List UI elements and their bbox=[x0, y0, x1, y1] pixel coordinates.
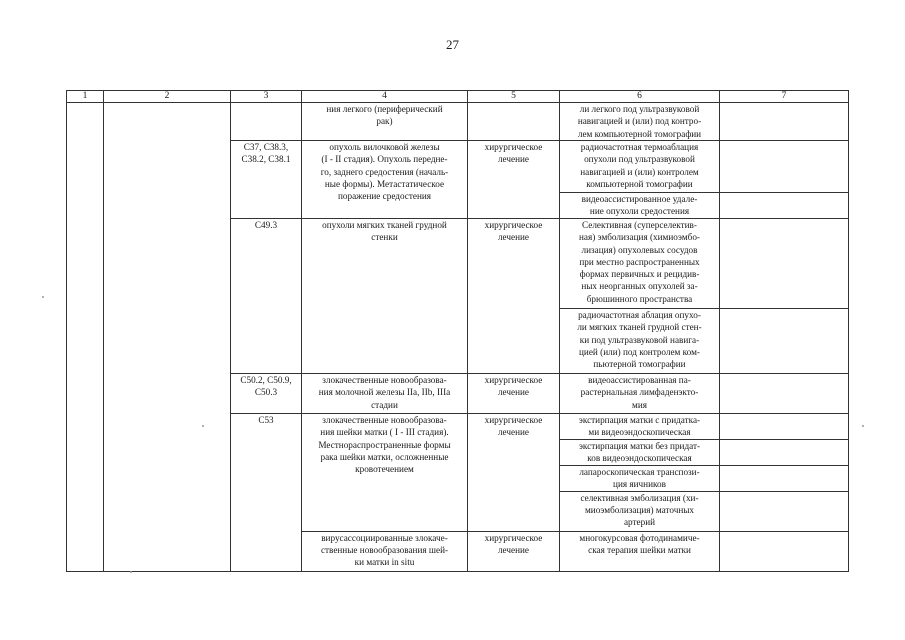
method-cell: Селективная (суперселектив- ная) эмболизация (химиоэмбо- лизация) опухолевых сосудов при местно распространенных формах первичных и рецидив- ных неорганных опухолей за- брюшинного пространства bbox=[560, 219, 720, 309]
code-cell: C53 bbox=[231, 414, 302, 572]
notes-cell bbox=[720, 491, 849, 531]
notes-cell bbox=[720, 531, 849, 571]
diagnosis-cell: опухоль вилочковой железы (I - II стадия). Опухоль передне- го, заднего средостения (началь- ные формы). Метастатическое поражение средостения bbox=[302, 141, 468, 219]
method-cell: лапароскопическая транспози- ция яичников bbox=[560, 466, 720, 492]
diagnosis-cell: злокачественные новообразова- ния молочной железы IIa, IIb, IIIa стадии bbox=[302, 374, 468, 414]
col-header-4: 4 bbox=[302, 91, 468, 103]
code-cell bbox=[231, 103, 302, 141]
code-cell: C37, C38.3, C38.2, C38.1 bbox=[231, 141, 302, 219]
page-number: 27 bbox=[446, 37, 459, 52]
notes-cell bbox=[720, 193, 849, 219]
code-cell: C49.3 bbox=[231, 219, 302, 374]
notes-cell bbox=[720, 103, 849, 141]
diagnosis-cell: ния легкого (периферический рак) bbox=[302, 103, 468, 141]
notes-cell bbox=[720, 466, 849, 492]
method-cell: радиочастотная аблация опухо- ли мягких тканей грудной стен- ки под ультразвуковой навига- цией (или) под контролем ком- пьютерной томографии bbox=[560, 309, 720, 374]
col-header-7: 7 bbox=[720, 91, 849, 103]
scan-speck bbox=[202, 425, 204, 427]
treatment-table bbox=[66, 90, 849, 572]
notes-cell bbox=[720, 440, 849, 466]
col-header-6: 6 bbox=[560, 91, 720, 103]
header-row bbox=[67, 91, 849, 103]
treatment-cell bbox=[468, 103, 560, 141]
treatment-cell: хирургическое лечение bbox=[468, 414, 560, 532]
table-row bbox=[67, 103, 849, 141]
method-cell: многокурсовая фотодинамиче- ская терапия шейки матки bbox=[560, 531, 720, 571]
col-header-5: 5 bbox=[468, 91, 560, 103]
diagnosis-cell: опухоли мягких тканей грудной стенки bbox=[302, 219, 468, 374]
col-header-3: 3 bbox=[231, 91, 302, 103]
method-cell: экстирпация матки без придат- ков видеоэндоскопическая bbox=[560, 440, 720, 466]
method-cell: видеоассистированное удале- ние опухоли средостения bbox=[560, 193, 720, 219]
notes-cell bbox=[720, 414, 849, 440]
method-cell: видеоассистированная па- растернальная лимфаденэкто- мия bbox=[560, 374, 720, 414]
method-cell: селективная эмболизация (хи- миоэмболизация) маточных артерий bbox=[560, 491, 720, 531]
notes-cell bbox=[720, 374, 849, 414]
method-cell: радиочастотная термоаблация опухоли под ультразвуковой навигацией и (или) контролем компьютерной томографии bbox=[560, 141, 720, 193]
method-cell: ли легкого под ультразвуковой навигацией и (или) под контро- лем компьютерной томографии bbox=[560, 103, 720, 141]
treatment-cell: хирургическое лечение bbox=[468, 374, 560, 414]
notes-cell bbox=[720, 309, 849, 374]
treatment-cell: хирургическое лечение bbox=[468, 219, 560, 374]
method-cell: экстирпация матки с придатка- ми видеоэндоскопическая bbox=[560, 414, 720, 440]
notes-cell bbox=[720, 219, 849, 309]
scan-speck bbox=[862, 425, 864, 427]
empty-cell-col2 bbox=[104, 103, 231, 572]
scan-speck bbox=[130, 571, 132, 573]
scan-speck bbox=[42, 296, 44, 298]
treatment-cell: хирургическое лечение bbox=[468, 531, 560, 571]
col-header-2: 2 bbox=[104, 91, 231, 103]
diagnosis-cell: злокачественные новообразова- ния шейки матки ( I - III стадия). Местнораспространенные формы рака шейки матки, осложненные кровотечением bbox=[302, 414, 468, 532]
notes-cell bbox=[720, 141, 849, 193]
diagnosis-cell: вирусассоциированные злокаче- ственные новообразования шей- ки матки in situ bbox=[302, 531, 468, 571]
code-cell: C50.2, C50.9, C50.3 bbox=[231, 374, 302, 414]
empty-cell-col1 bbox=[67, 103, 104, 572]
treatment-cell: хирургическое лечение bbox=[468, 141, 560, 219]
col-header-1: 1 bbox=[67, 91, 104, 103]
